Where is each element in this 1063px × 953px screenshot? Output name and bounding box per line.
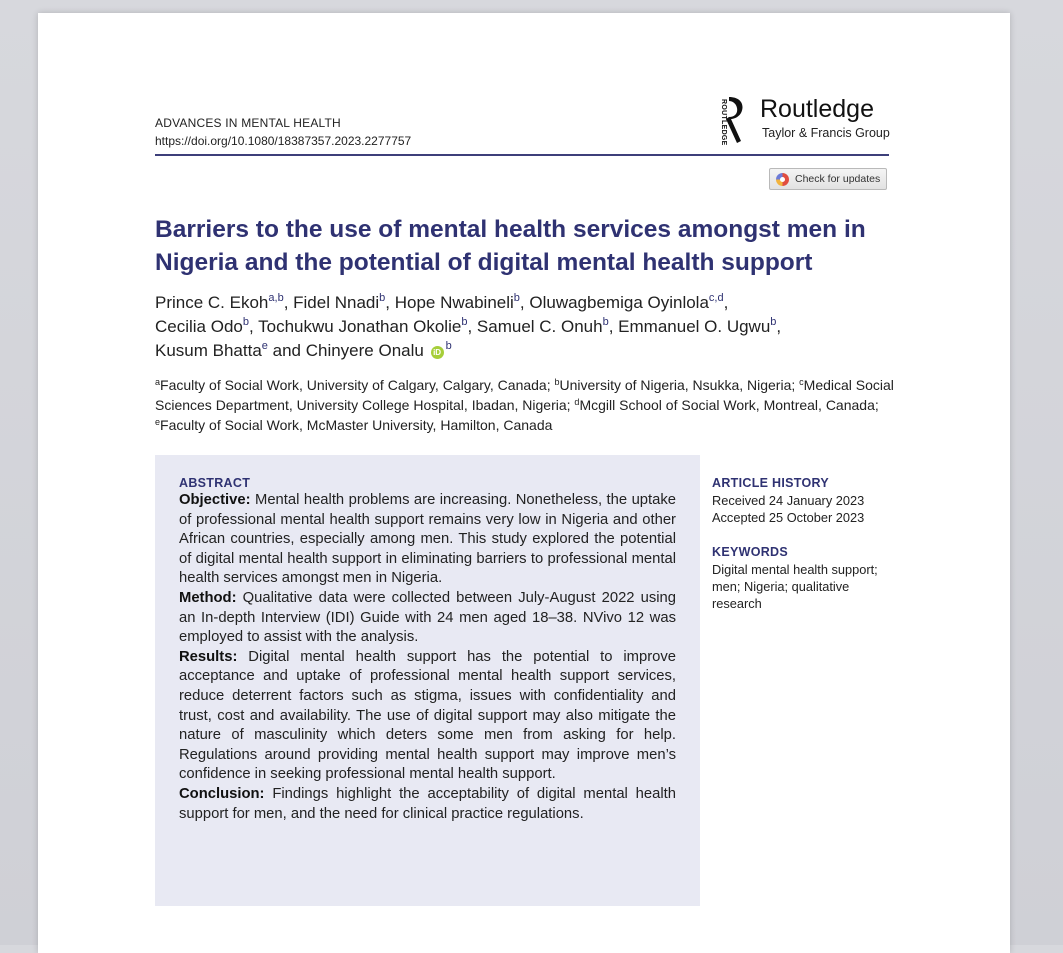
author-separator: , [385,293,395,312]
article-sidebar [712,475,902,612]
author-separator: , [723,293,729,312]
article-title: Barriers to the use of mental health services amongst men in Nigeria and the potential of digital mental health support [155,216,866,276]
affiliation-marker: c [799,377,804,387]
crossmark-icon [776,173,789,186]
abstract-section-label: Results: [179,648,238,665]
author-list [155,291,895,363]
author-name[interactable]: Chinyere Onalu [305,341,424,360]
author-name[interactable]: Oluwagbemiga Oyinlola [529,293,709,312]
abstract-section [179,785,676,824]
author-name[interactable]: Samuel C. Onuh [476,317,603,336]
abstract-heading: ABSTRACT [179,476,251,490]
check-for-updates-button[interactable] [769,168,887,190]
author-name[interactable]: Cecilia Odo [155,317,243,336]
keywords-text: Digital mental health support; men; Nigeria; qualitative research [712,562,878,611]
paper-page [38,13,1010,953]
affiliation-text: University of Nigeria, Nsukka, Nigeria; [559,377,800,393]
journal-header [155,114,411,150]
publisher-name: Routledge [760,95,874,123]
author-affiliation-marker[interactable]: b [461,316,468,328]
doi-link[interactable]: https://doi.org/10.1080/18387357.2023.2277757 [155,134,412,148]
header-rule [155,154,889,156]
author-name[interactable]: Kusum Bhatta [155,341,262,360]
author-name[interactable]: Fidel Nnadi [293,293,380,312]
abstract-section-text: Findings highlight the acceptability of digital mental health support for men, and the need for clinical practice regulations. [179,785,676,822]
author-affiliation-marker[interactable]: a,b [268,292,284,304]
abstract-section [179,589,676,648]
author-name[interactable]: Prince C. Ekoh [155,293,269,312]
check-for-updates-label: Check for updates [795,173,881,185]
author-separator: , [608,317,619,336]
abstract-body [179,491,676,824]
abstract-section-label: Method: [179,589,237,606]
keywords-heading: KEYWORDS [712,545,789,559]
author-separator: , [249,317,259,336]
publisher-vertical-text: ROUTLEDGE [720,99,727,146]
author-separator: , [519,293,530,312]
affiliation-text: Medical Social Sciences Department, University College Hospital, Ibadan, Nigeria; [155,377,894,413]
abstract-section-text: Qualitative data were collected between July-August 2022 using an In-depth Interview (IDI) Guide with 24 men aged 18–38. NVivo 12 was employed to assist with the analysis. [179,589,676,646]
author-name[interactable]: Hope Nwabineli [394,293,514,312]
abstract-section-label: Objective: [179,492,251,508]
abstract-section [179,491,676,589]
affiliation-text: Faculty of Social Work, McMaster University, Hamilton, Canada [160,417,553,433]
author-separator: , [776,317,782,336]
author-affiliation-marker[interactable]: b [242,316,249,328]
accepted-date: Accepted 25 October 2023 [712,510,865,525]
author-affiliation-marker[interactable]: b [445,340,452,352]
affiliation-text: Mcgill School of Social Work, Montreal, Canada; [579,397,879,413]
author-affiliation-marker[interactable]: b [379,292,386,304]
author-name[interactable]: Emmanuel O. Ugwu [618,317,771,336]
author-affiliation-marker[interactable]: c,d [708,292,724,304]
orcid-icon[interactable]: iD [431,346,444,359]
author-separator: , [467,317,477,336]
author-name[interactable]: Tochukwu Jonathan Okolie [258,317,462,336]
publisher-group: Taylor & Francis Group [762,126,890,140]
affiliation-marker: b [554,377,560,387]
affiliation-marker: d [574,397,580,407]
affiliation-marker: a [155,377,161,387]
affiliation-text: Faculty of Social Work, University of Calgary, Calgary, Canada; [160,377,555,393]
author-affiliation-marker[interactable]: b [513,292,520,304]
author-affiliation-marker[interactable]: b [770,316,777,328]
author-separator: and [267,341,306,360]
article-history-heading: ARTICLE HISTORY [712,476,830,490]
abstract-section-text: Mental health problems are increasing. Nonetheless, the uptake of professional mental health support remains very low in Nigeria and other African countries, especially among men. This study explored the potential of digital mental health support in eliminating barriers to professional mental health services amongst men in Nigeria. [179,492,676,587]
affiliations [155,375,895,435]
journal-name: ADVANCES IN MENTAL HEALTH [155,116,341,130]
received-date: Received 24 January 2023 [712,493,865,508]
author-separator: , [283,293,294,312]
affiliation-marker: e [155,417,161,427]
author-affiliation-marker[interactable]: e [261,340,268,352]
abstract-section [179,648,676,785]
abstract-section-text: Digital mental health support has the potential to improve acceptance and uptake of professional mental health support services, reduce deterrent factors such as stigma, issues with confidentiality and trust, cost and availability. The use of digital support may also mitigate the nature of masculinity which deters some men from asking for help. Regulations around providing mental health support may improve men’s confidence in seeking professional mental health support. [179,648,676,783]
abstract-box [155,455,700,906]
author-affiliation-marker[interactable]: b [602,316,609,328]
abstract-section-label: Conclusion: [179,785,265,802]
